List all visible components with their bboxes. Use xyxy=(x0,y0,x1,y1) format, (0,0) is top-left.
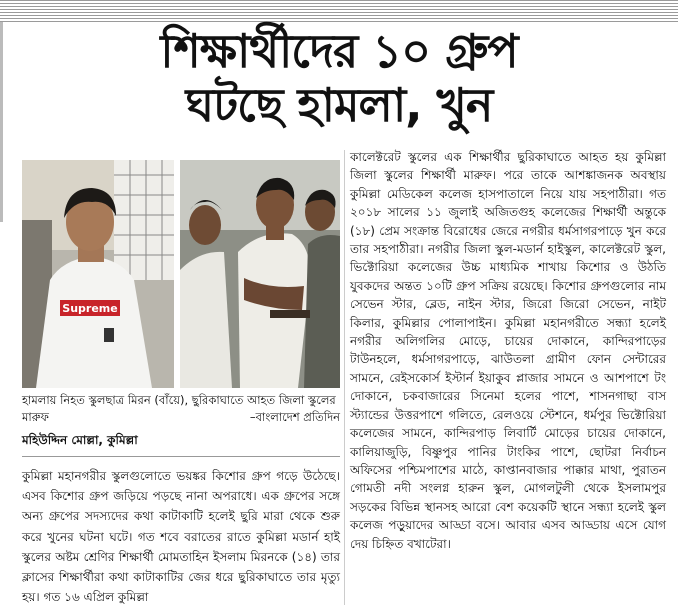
headline-line-1: শিক্ষার্থীদের ১০ গ্রুপ xyxy=(160,24,518,78)
byline: মহিউদ্দিন মোল্লা, কুমিল্লা xyxy=(22,432,340,457)
headline-line-2: ঘটছে হামলা, খুন xyxy=(185,78,493,132)
column-divider xyxy=(344,150,345,605)
photo-caption xyxy=(22,392,340,426)
article-body-right-column: কালেক্টরেট স্কুলের এক শিক্ষার্থীর ছুরিকাঘাতে আহত হয় কুমিল্লা জিলা স্কুলের শিক্ষার্থী মারুফ। পরে তাকে আশঙ্কাজনক অবস্থায় কুমিল্লা মেডিকেল কলেজ হাসপাতালে নিয়ে যায় সহপাঠীরা। গত ২০১৮ সালের ১১ জুলাই অজিতগুহ কলেজের শিক্ষার্থী অন্তুকে (১৮) প্রেম সংক্রান্ত বিরোধের জেরে নগরীর ধর্মসাগরপাড়ে খুন করে তার সহপাঠীরা। নগরীর জিলা স্কুল-মডার্ন হাইস্কুল, কালেক্টরেট স্কুল, ভিক্টোরিয়া কলেজের উচ্চ মাধ্যমিক শাখায় কিশোর ও উঠতি যুবকদের অন্তত ১০টি গ্রুপ সক্রিয় রয়েছে। কিশোর গ্রুপগুলোর নাম সেভেন স্টার, ব্লেড, নাইন স্টার, জিরো জিরো সেভেন, নাইট কিলার, কুমিল্লার পোলাপাইন। কুমিল্লা মহানগরীতে সন্ধ্যা হলেই নগরীর অলিগলির মোড়ে, চায়ের দোকানে, কান্দিরপাড়ের টাউনহলে, ধর্মসাগরপাড়ে, ঝাউতলা গ্রামীণ ফোন সেন্টারের সামনে, রেইসকোর্স ইস্টার্ন ইয়াকুব প্লাজার সামনে ও আশপাশে টং দোকানে, চকবাজারের সিনেমা হলের পাশে, শাসনগাছা বাস স্ট্যান্ডের উত্তরপাশে গলিতে, রেলওয়ে স্টেশনে, ধর্মপুর ভিক্টোরিয়া কলেজের সামনে, কান্দিরপাড় লিবার্টি মোড়ের চায়ের দোকানে, কালিয়াজুড়ি, বিষ্ণুপুর পানির টাংকির পাশে, ছোটরা নির্বাচন অফিসের পশ্চিমপাশের মাঠে, কাপ্তানবাজার পাক্কার মাথা, পুরাতন গোমতী নদী সংলগ্ন হারুন স্কুল, মোগলটুলী থেকে ইসলামপুর সড়কের বিভিন্ন স্থানসহ আরো বেশ কয়েকটি স্থানে সন্ধ্যা হলেই স্কুল কলেজ পড়ুয়াদের আড্ডা বসে। আবার এসব আড্ডায় এসে যোগ দেয় চিহ্নিত বখাটেরা। xyxy=(350,150,666,551)
page-edge-hatching xyxy=(0,0,678,22)
photo-right-maruf xyxy=(180,160,340,388)
caption-credit: –বাংলাদেশ প্রতিদিন xyxy=(249,410,340,424)
photo-left-miron xyxy=(22,160,174,388)
article-body-left-column: কুমিল্লা মহানগরীর স্কুলগুলোতে ভয়ঙ্কর কিশোর গ্রুপ গড়ে উঠেছে। এসব কিশোর গ্রুপ জড়িয়ে পড়ছে নানা অপরাধে। এক গ্রুপের সঙ্গে অন্য গ্রুপের সদস্যদের কথা কাটাকাটি হলেই ছুরি মারা থেকে শুরু করে খুনের ঘটনা ঘটে। গত শবে বরাতের রাতে কুমিল্লা মডার্ন হাই স্কুলের অষ্টম শ্রেণির শিক্ষার্থী মোমতাহিন ইসলাম মিরনকে (১৪) তার ক্লাসের শিক্ষার্থীরা কথা কাটাকাটির জের ধরে ছুরিকাঘাতে তার মৃত্যু হয়। গত ১৬ এপ্রিল কুমিল্লা xyxy=(22,469,340,605)
headline xyxy=(0,24,678,132)
shirt-logo-text: Supreme xyxy=(62,302,118,315)
caption-text: হামলায় নিহত স্কুলছাত্র মিরন (বাঁয়ে), ছুরিকাঘাতে আহত জিলা স্কুলের মারুফ xyxy=(22,393,336,424)
